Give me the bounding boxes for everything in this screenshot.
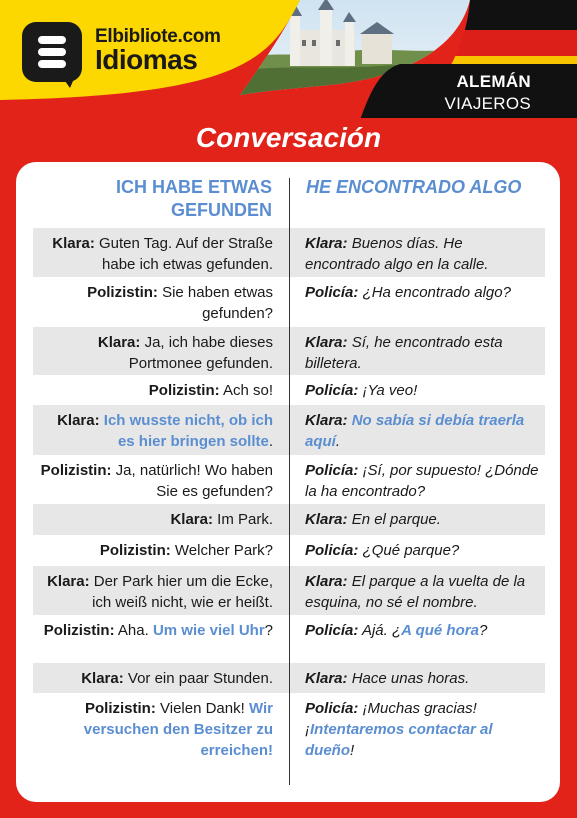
logo-icon [22,22,82,82]
speaker-name: Klara: [305,573,348,590]
column-header-german: ICH HABE ETWAS GEFUNDEN [115,177,272,220]
spanish-line [305,233,541,275]
german-line [38,668,273,689]
line-text: Sie haben etwas gefunden? [157,284,273,322]
header-banner [0,0,577,118]
line-text: Der Park hier um die Ecke, ich weiß nicht, wie er heißt. [89,573,273,611]
speaker-name: Klara: [305,412,348,429]
highlighted-phrase: Intentaremos contactar al dueño [305,721,493,759]
speaker-name: Policía: [305,382,359,399]
page-title: Conversación [195,122,382,153]
speaker-name: Klara: [305,235,348,252]
speaker-name: Klara: [305,511,348,528]
line-text: Vor ein paar Stunden. [123,670,273,687]
line-text: ¿Ha encontrado algo? [358,284,511,301]
highlighted-phrase: Wir versuchen den Besitzer zu erreichen! [83,700,273,759]
speaker-name: Policía: [305,622,359,639]
spanish-line [305,410,541,452]
german-line [38,620,273,641]
spanish-line [305,668,541,689]
speaker-name: Klara: [52,235,95,252]
spanish-line [305,540,541,561]
speaker-name: Klara: [305,334,348,351]
line-text: Guten Tag. Auf der Straße habe ich etwas gefunden. [94,235,273,273]
highlighted-phrase: A qué hora [401,622,479,639]
speaker-name: Polizistin: [40,462,112,479]
highlighted-phrase: Um wie viel Uhr [152,622,265,639]
column-header-spanish: HE ENCONTRADO ALGO [306,177,522,197]
spanish-line [305,571,541,613]
speaker-name: Policía: [305,542,359,559]
highlighted-phrase: No sabía si debía traerla aquí [305,412,525,450]
level-label: VIAJEROS [444,94,531,113]
german-line [38,410,273,452]
line-text: ¡Muchas gracias! ¡ [305,700,477,738]
spanish-line [305,380,541,401]
speaker-name: Klara: [57,412,100,429]
language-label: ALEMÁN [456,72,531,91]
brand-name: Idiomas [95,44,198,75]
german-line [38,380,273,401]
line-text: Im Park. [212,511,273,528]
spanish-line [305,332,541,374]
speaker-name: Klara: [81,670,124,687]
german-line [38,460,273,502]
speaker-name: Polizistin: [85,700,156,717]
line-text: Aha. [114,622,153,639]
line-text: ? [478,622,488,639]
line-text: El parque a la vuelta de la esquina, no sé el nombre. [305,573,526,611]
line-text: Vielen Dank! [155,700,249,717]
german-line [38,282,273,324]
line-text: Ach so! [219,382,273,399]
speaker-name: Klara: [170,511,213,528]
speaker-name: Polizistin: [148,382,220,399]
german-line [38,540,273,561]
line-text: ¡Ya veo! [358,382,418,399]
line-text: ¿Qué parque? [358,542,460,559]
brand-site: Elbibliote.com [95,26,221,47]
line-text: Welcher Park? [170,542,273,559]
spanish-line [305,509,541,530]
highlighted-phrase: Ich wusste nicht, ob ich es hier bringen sollte [103,412,273,450]
line-text: Ajá. ¿ [358,622,402,639]
speaker-name: Klara: [47,573,90,590]
speaker-name: Policía: [305,462,359,479]
speaker-name: Klara: [305,670,348,687]
speaker-name: Policía: [305,284,359,301]
line-text: . [335,433,341,450]
line-text: Ja, natürlich! Wo haben Sie es gefunden? [111,462,273,500]
line-text: Sí, he encontrado esta billetera. [305,334,503,372]
speaker-name: Policía: [305,700,359,717]
speaker-name: Klara: [97,334,141,351]
line-text: Ja, ich habe dieses Portmonee gefunden. [128,334,273,372]
speaker-name: Polizistin: [99,542,171,559]
line-text: ¡Sí, por supuesto! ¿Dónde la ha encontrado? [305,462,539,500]
speaker-name: Polizistin: [87,284,158,301]
german-line [38,571,273,613]
german-line [38,509,273,530]
line-text: . [268,433,273,450]
line-text: En el parque. [347,511,441,528]
line-text: ? [264,622,273,639]
speaker-name: Polizistin: [43,622,115,639]
column-divider [289,178,290,785]
line-text: Buenos días. He encontrado algo en la calle. [305,235,489,273]
german-line [38,698,273,761]
spanish-line [305,282,541,303]
spanish-line [305,620,541,641]
german-line [38,332,273,374]
spanish-line [305,460,541,502]
spanish-line [305,698,541,761]
line-text: ! [350,742,355,759]
line-text: Hace unas horas. [347,670,470,687]
german-line [38,233,273,275]
